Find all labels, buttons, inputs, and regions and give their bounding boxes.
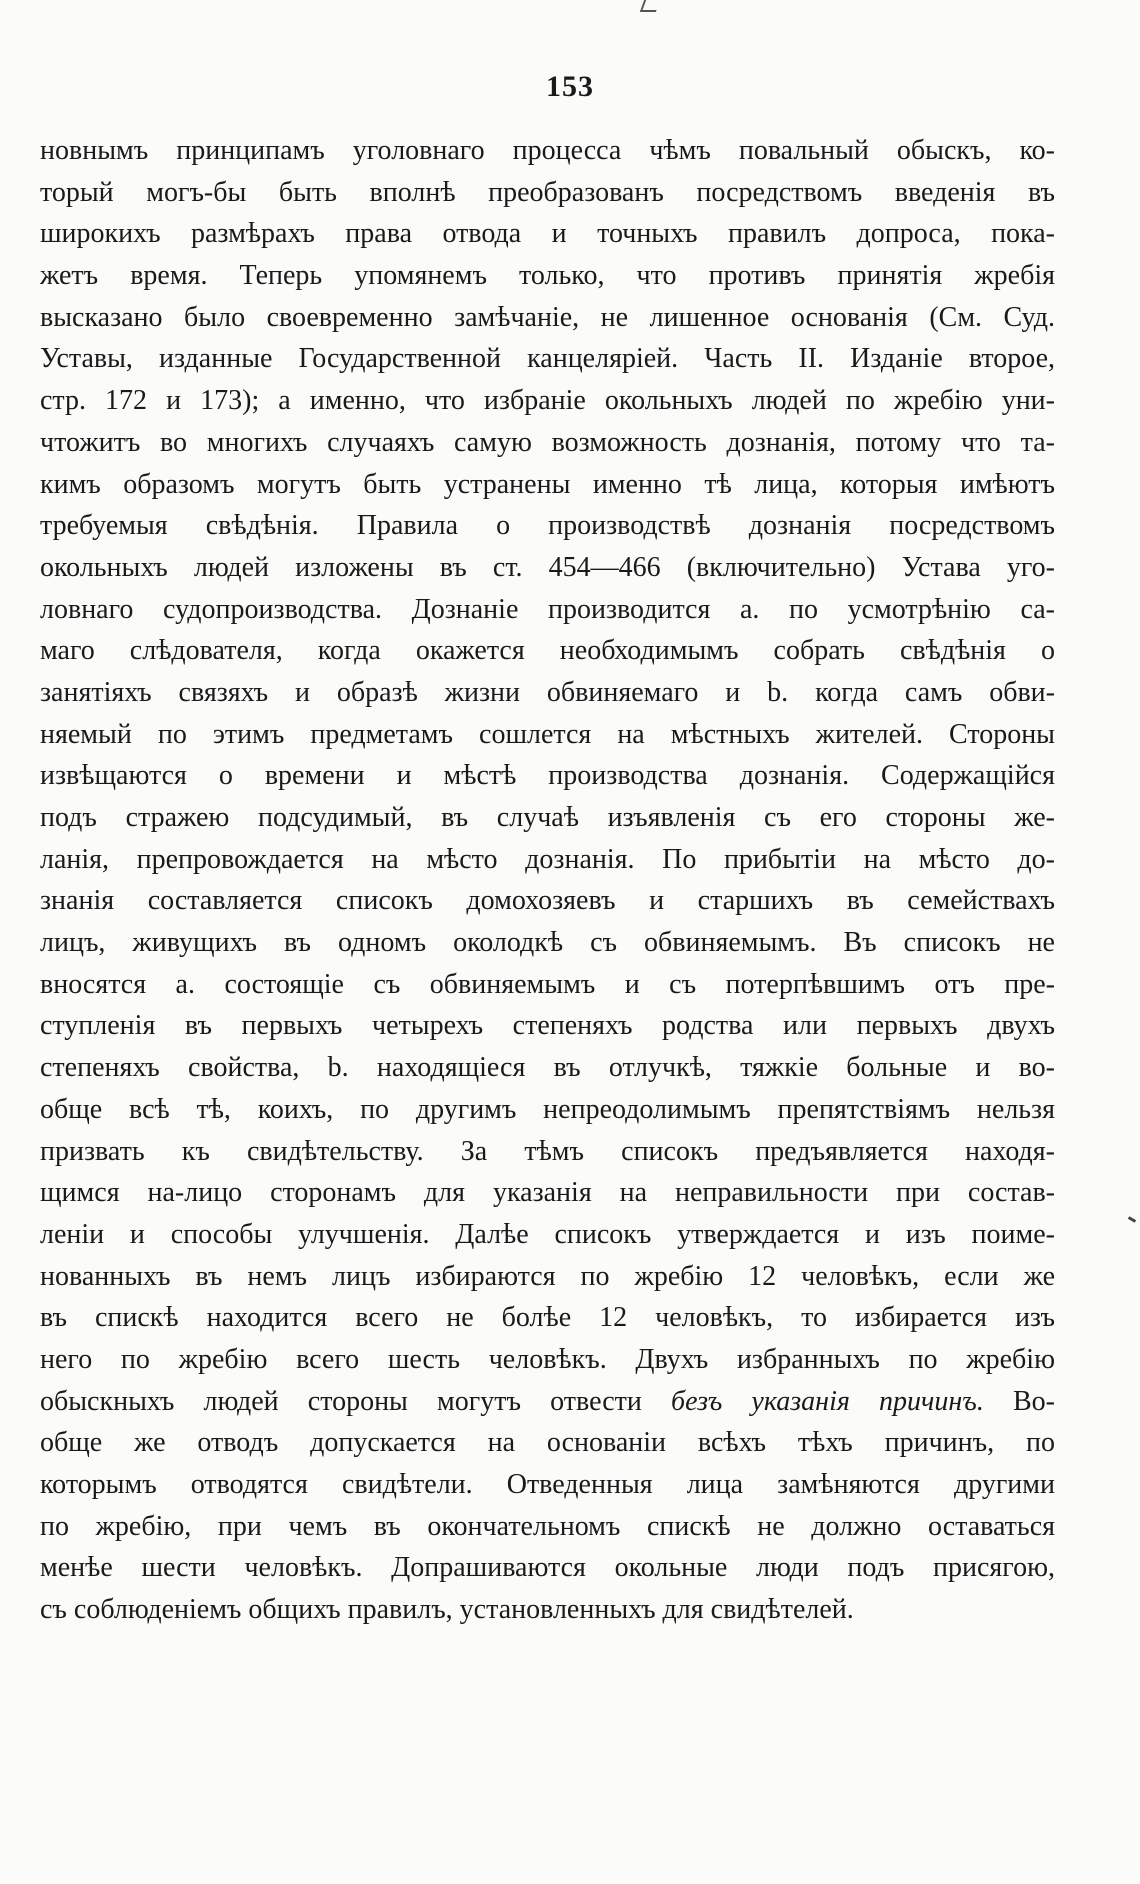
text-line-28: нованныхъ въ немъ лицъ избираются по жребію 12 человѣкъ, если же xyxy=(40,1260,1055,1292)
text-line-13: маго слѣдователя, когда окажется необходимымъ собрать свѣдѣнія о xyxy=(40,635,1055,667)
text-line-19: знанія составляется списокъ домохозяевъ и старшихъ въ семействахъ xyxy=(40,885,1055,917)
text-line-6: Уставы, изданные Государственной канцеляріей. Часть II. Изданіе второе, xyxy=(40,343,1055,375)
text-line-9: кимъ образомъ могутъ быть устранены именно тѣ лица, которыя имѣютъ xyxy=(40,468,1055,500)
text-line-31-end: Во- xyxy=(983,1385,1055,1417)
text-line-21: вносятся а. состоящіе съ обвиняемымъ и съ потерпѣвшимъ отъ пре- xyxy=(40,968,1055,1000)
text-line-12: ловнаго судопроизводства. Дознаніе производится а. по усмотрѣнію са- xyxy=(40,593,1055,625)
page-number: 153 xyxy=(546,70,594,103)
text-line-14: занятіяхъ связяхъ и образѣ жизни обвиняемаго и b. когда самъ обви- xyxy=(40,676,1055,708)
text-line-15: няемый по этимъ предметамъ сошлется на мѣстныхъ жителей. Стороны xyxy=(40,718,1055,750)
text-line-3: широкихъ размѣрахъ права отвода и точныхъ правилъ допроса, пока- xyxy=(40,218,1055,250)
text-line-7: стр. 172 и 173); а именно, что избраніе окольныхъ людей по жребію уни- xyxy=(40,385,1055,417)
text-line-31-start: обыскныхъ людей стороны могутъ отвести xyxy=(40,1385,672,1417)
text-line-31-italic: безъ указанія причинъ. xyxy=(671,1385,984,1417)
text-line-26: щимся на-лицо сторонамъ для указанія на неправильности при состав- xyxy=(40,1177,1055,1209)
text-line-10: требуемыя свѣдѣнія. Правила о производствѣ дознанія посредствомъ xyxy=(40,510,1055,542)
text-line-22: ступленія въ первыхъ четырехъ степеняхъ родства или первыхъ двухъ xyxy=(40,1010,1055,1042)
text-line-5: высказано было своевременно замѣчаніе, не лишенное основанія (См. Суд. xyxy=(40,301,1055,333)
ink-mark-top xyxy=(640,0,660,12)
text-line-30: него по жребію всего шесть человѣкъ. Двухъ избранныхъ по жребію xyxy=(40,1343,1055,1375)
text-line-32: обще же отводъ допускается на основаніи всѣхъ тѣхъ причинъ, по xyxy=(40,1427,1055,1459)
text-line-4: жетъ время. Теперь упомянемъ только, что противъ принятія жребія xyxy=(40,260,1055,292)
text-line-8: чтожитъ во многихъ случаяхъ самую возможность дознанія, потому что та- xyxy=(40,426,1055,458)
text-line-18: ланія, препровождается на мѣсто дознанія. По прибытіи на мѣсто до- xyxy=(40,843,1055,875)
text-line-33: которымъ отводятся свидѣтели. Отведенныя лица замѣняются другими xyxy=(40,1469,1055,1500)
text-line-11: окольныхъ людей изложены въ ст. 454—466 (включительно) Устава уго- xyxy=(40,551,1055,583)
text-line-23: степеняхъ свойства, b. находящіеся въ отлучкѣ, тяжкіе больные и во- xyxy=(40,1052,1055,1084)
text-line-25: призвать къ свидѣтельству. За тѣмъ списокъ предъявляется находя- xyxy=(40,1135,1055,1167)
text-line-36: съ соблюденіемъ общихъ правилъ, установленныхъ для свидѣтелей. xyxy=(40,1594,854,1626)
text-line-20: лицъ, живущихъ въ одномъ околодкѣ съ обвиняемымъ. Въ списокъ не xyxy=(40,927,1055,959)
text-line-34: по жребію, при чемъ въ окончательномъ спискѣ не должно оставаться xyxy=(40,1510,1055,1542)
text-line-16: извѣщаются о времени и мѣстѣ производства дознанія. Содержащійся xyxy=(40,760,1055,792)
ink-mark-right xyxy=(1128,1216,1136,1223)
text-line-29: въ спискѣ находится всего не болѣе 12 человѣкъ, то избирается изъ xyxy=(40,1302,1055,1334)
text-line-2: торый могъ-бы быть вполнѣ преобразованъ посредствомъ введенія въ xyxy=(40,176,1055,208)
body-text xyxy=(40,130,1055,1631)
text-line-27: леніи и способы улучшенія. Далѣе списокъ утверждается и изъ поиме- xyxy=(40,1218,1055,1250)
text-line-17: подъ стражею подсудимый, въ случаѣ изъявленія съ его стороны же- xyxy=(40,802,1055,833)
text-line-31 xyxy=(40,1381,1055,1423)
text-line-35: менѣе шести человѣкъ. Допрашиваются окольные люди подъ присягою, xyxy=(40,1552,1055,1584)
text-line-24: обще всѣ тѣ, коихъ, по другимъ непреодолимымъ препятствіямъ нельзя xyxy=(40,1093,1055,1125)
text-line-1: новнымъ принципамъ уголовнаго процесса чѣмъ повальный обыскъ, ко- xyxy=(40,135,1055,166)
